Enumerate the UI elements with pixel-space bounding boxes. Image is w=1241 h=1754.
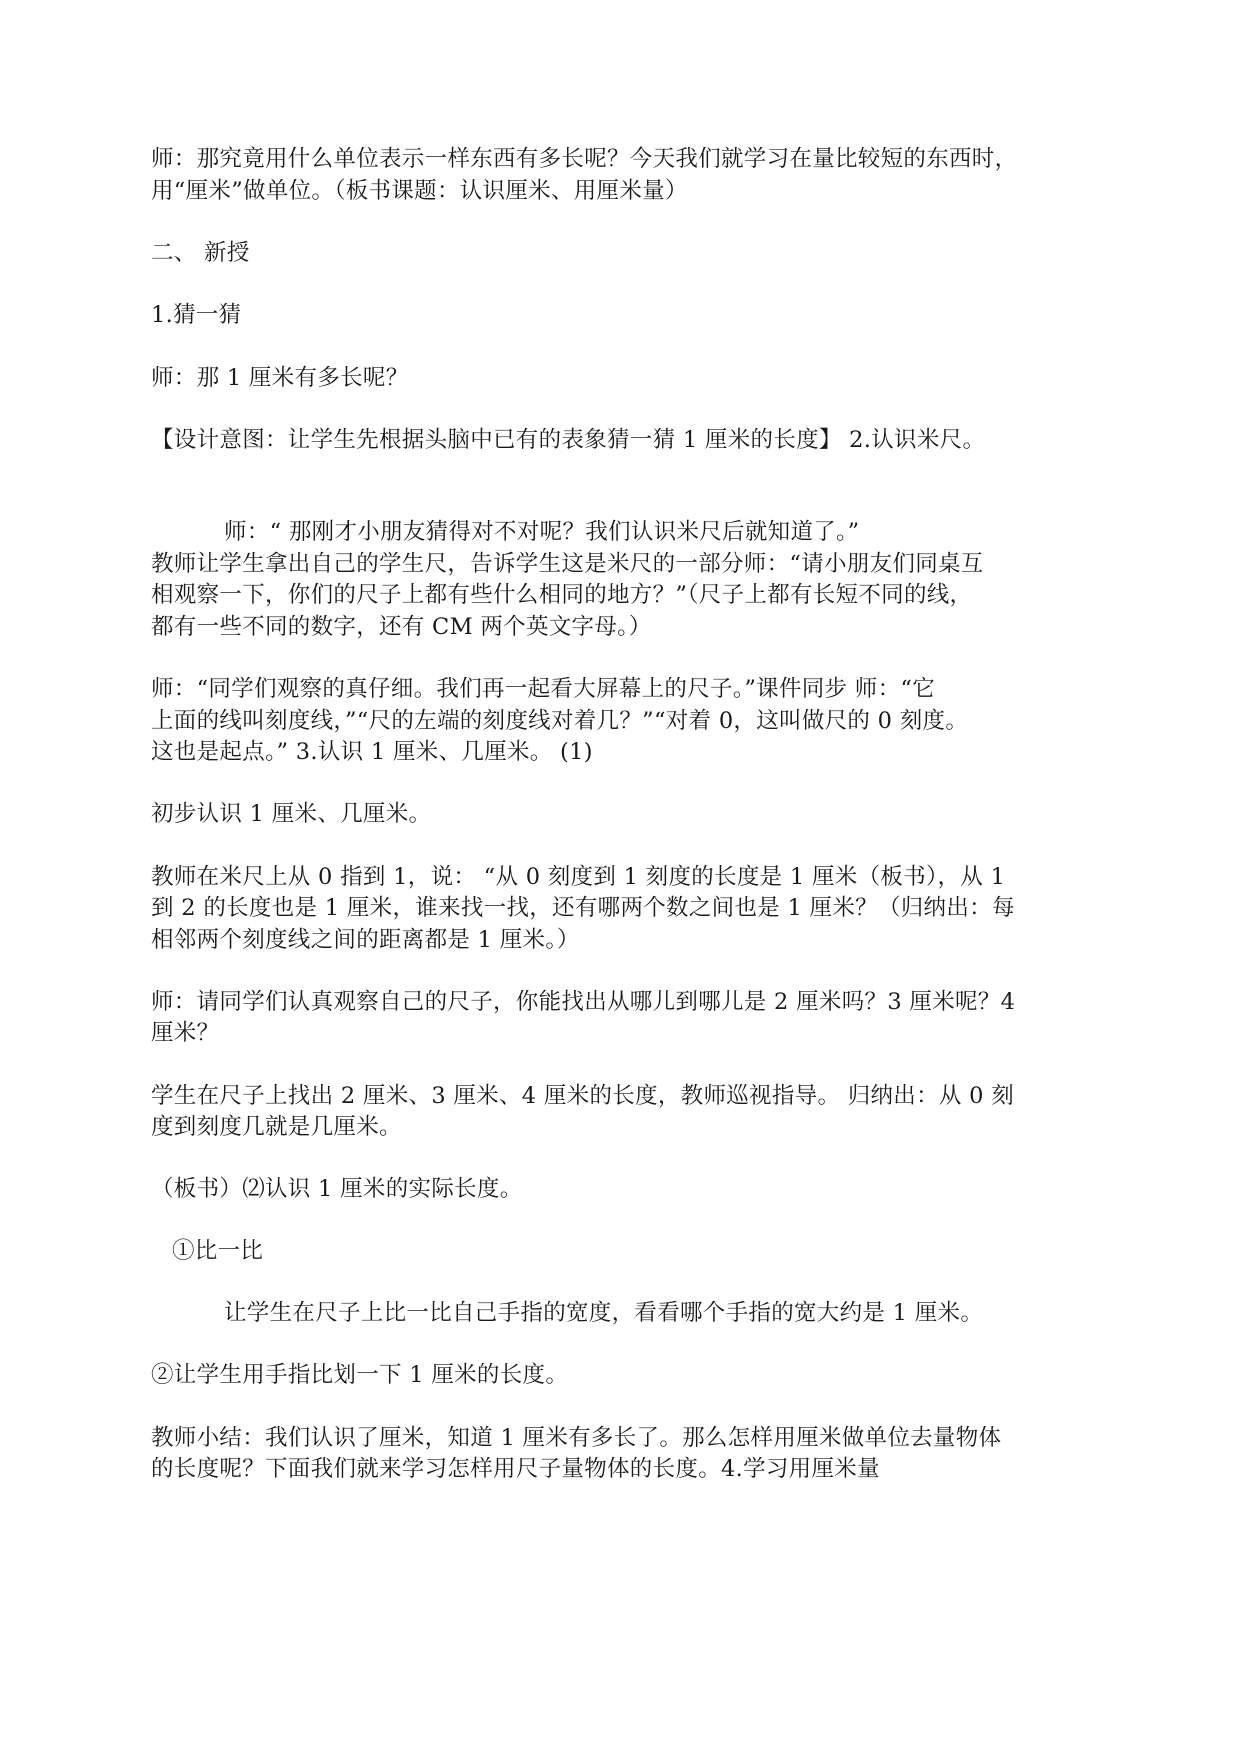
text-line: 的长度呢？下面我们就来学习怎样用尺子量物体的长度。4.学习用厘米量: [151, 1456, 880, 1482]
text-line: 这也是起点。” 3.认识 1 厘米、几厘米。 (1): [151, 739, 593, 765]
text-line: 厘米？: [151, 1020, 220, 1046]
text-line: 教师在米尺上从 0 指到 1，说： “从 0 刻度到 1 刻度的长度是 1 厘米（板书），从 1: [151, 864, 1006, 890]
text-line: 都有一些不同的数字，还有 CM 两个英文字母。）: [151, 614, 652, 640]
text-line: 初步认识 1 厘米、几厘米。: [151, 801, 432, 827]
text-line: 到 2 的长度也是 1 厘米，谁来找一找，还有哪两个数之间也是 1 厘米？（归纳出：每: [151, 895, 1015, 921]
text-line: 用“厘米”做单位。（板书课题：认识厘米、用厘米量）: [151, 178, 688, 204]
text-line: 师：请同学们认真观察自己的尺子，你能找出从哪儿到哪儿是 2 厘米吗？3 厘米呢？4: [151, 989, 1016, 1015]
list-item: ②让学生用手指比划一下 1 厘米的长度。: [151, 1362, 569, 1388]
text-line: 相观察一下，你们的尺子上都有些什么相同的地方？”（尺子上都有长短不同的线，: [151, 582, 973, 608]
text-line: 师：那 1 厘米有多长呢？: [151, 365, 409, 391]
text-line: 师：“ 那刚才小朋友猜得对不对呢？我们认识米尺后就知道了。”: [224, 519, 860, 545]
subsection-heading: 1.猜一猜: [151, 302, 242, 328]
text-line: 上面的线叫刻度线，”“尺的左端的刻度线对着几？”“对着 0，这叫做尺的 0 刻度。: [151, 708, 969, 734]
text-line: 相邻两个刻度线之间的距离都是 1 厘米。）: [151, 927, 580, 953]
text-line: 度到刻度几就是几厘米。: [151, 1114, 402, 1140]
text-line: 师：那究竟用什么单位表示一样东西有多长呢？今天我们就学习在量比较短的东西时，: [151, 146, 1018, 172]
text-line: （板书）⑵认识 1 厘米的实际长度。: [151, 1176, 523, 1202]
text-line: 让学生在尺子上比一比自己手指的宽度，看看哪个手指的宽大约是 1 厘米。: [224, 1300, 984, 1326]
list-item: ①比一比: [172, 1238, 264, 1264]
text-line: 【设计意图：让学生先根据头脑中已有的表象猜一猜 1 厘米的长度】 2.认识米尺。: [151, 427, 986, 453]
text-line: 师：“同学们观察的真仔细。我们再一起看大屏幕上的尺子。”课件同步 师：“它: [151, 676, 936, 702]
text-line: 教师小结：我们认识了厘米，知道 1 厘米有多长了。那么怎样用厘米做单位去量物体: [151, 1425, 1002, 1451]
text-line: 学生在尺子上找出 2 厘米、3 厘米、4 厘米的长度，教师巡视指导。 归纳出：从 0 刻: [151, 1083, 1015, 1109]
text-line: 教师让学生拿出自己的学生尺，告诉学生这是米尺的一部分师：“请小朋友们同桌互: [151, 551, 984, 577]
section-heading: 二、 新授: [151, 240, 250, 266]
